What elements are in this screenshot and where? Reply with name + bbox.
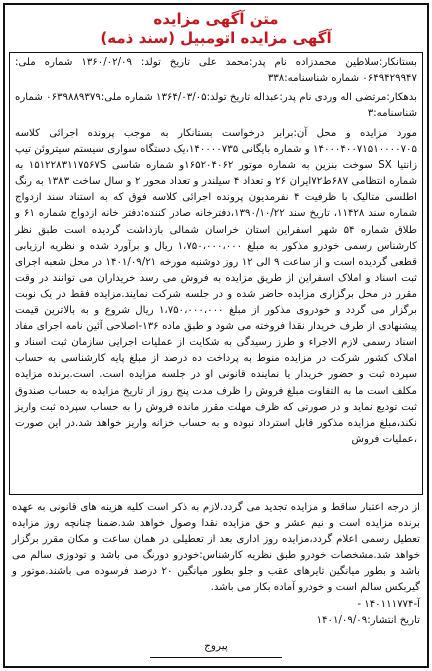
notice-title: متن آگهی مزایده (153, 10, 279, 28)
ticket-number: آ-۱۴۰۱۱۱۷۷۴ - (357, 598, 420, 610)
continuation-section (12, 500, 420, 629)
auction-details (15, 126, 417, 448)
notice-subtitle: آگهی مزایده اتومبیل (سند ذمه) (100, 29, 332, 47)
debtor-line: بدهکار:مرتضی اله وردی نام پدر:عبداله تاریخ تولد:۱۳۶۴/۰۳/۰۵ شماره ملی:۰۶۳۹۸۸۹۳۷۹ شماره شناسنامه:۳ (15, 92, 417, 120)
auction-details-paragraph: مورد مزایده و محل آن:برابر درخواست بستانکار به موجب پرونده اجرائی کلاسه ۱۴۰۰۰۴۰۰۷۱۵۱۰۰۰۰۷۰۵ و شماره بایگانی ۱۴۰۰۰۰۷۳۵،یک دستگاه سواری سیستم سیتروئن تیپ زانتیا SX سوخت بنزین به شماره موتور ۱۶۵۲۰۴۰۶۲و شماره شاسی ۱۵۱۲۲۸۳۱۱۷۵۶۷S به شماره انتظامی ۶۸۷ط۷۲ایران ۲۶ و تعداد ۴ سیلندر و تعداد محور ۲ و سال ساخت ۱۳۸۳ به رنگ اطلسی متالیک با ظرفیت ۴ نفرمدیون پرونده اجرائی کلاسه فوق که به استناد سند ازدواج شماره سند ۱۱۴۲۸، تاریخ سند ۱۳۹۰/۱۰/۲۲،دفترخانه صادر کننده:دفتر خانه ازدواج شماره ۶۱ و طلاق شماره ۵۴ شهر اسفراین استان خراسان شمالی بازداشت گردیده است طبق نظر کارشناس رسمی خودرو مذکور به مبلغ ۱،۷۵۰،۰۰۰،۰۰۰ ریال و برآورد شده و نظریه ارزیابی قطعی گردیده است و از ساعت ۹ الی ۱۲ روز دوشنبه مورخه ۱۴۰۱/۰۹/۲۱ در محل شعبه اجرای ثبت اسناد و املاک اسفراین از طریق مزایده به فروش می رسد خریداران می توانند در وقت مقرر در محل برگزاری مزایده حاضر شده و در جلسه شرکت نمایند.مزایده فقط در یک نوبت برگزار می گردد و خودروی مذکور از مبلغ ۱،۷۵۰،۰۰۰،۰۰۰ ریال شروع و به بالاترین قیمت پیشنهادی از طرف خریدار نقدا فروخته می شود و طبق ماده ۱۳۶-اصلاحی آئین نامه اجرای مفاد اسناد رسمی لازم الاجراء و طرز رسیدگی به شکایت از عملیات اجرایی سازمان ثبت اسناد و املاک کشور شرکت در مزایده منوط به پرداخت ده درصد از مبلغ پایه کارشناسی به حساب سپرده ثبت و حضور خریدار یا نماینده قانونی او در جلسه مزایده است. است.برنده مزایده مکلف است ما به التفاوت مبلغ فروش را ظرف مدت پنج روز از تاریخ مزایده به حساب صندوق ثبت تودیع نماید و در صورتی که ظرف مهلت مقرر مانده فروش را به حساب سپرده ثبت واریز نکند،مبلغ مزایده مذکور قابل استرداد نبوده و به حساب خزانه واریز خواهد شد.در این صورت ،عملیات فروش (15, 128, 418, 445)
seller-line: بستانکار:سلاطین محمدزاده نام پدر:محمد علی تاریخ تولد: ۱۳۶۰/۰۲/۰۹ شماره ملی: ۰۶۴۹۴۲۹۹۴۷ شماره شناسنامه:۳۳۸ (15, 57, 417, 85)
continuation-paragraph: از درجه اعتبار ساقط و مزایده تجدید می گردد.لازم به ذکر است کلیه هزینه های قانونی به عهده برنده مزایده است و نیم عشر و حق مزایده نقدا وصول خواهد شد.ضمنا چنانچه روز مزایده تعطیل رسمی اعلام گردد،مزایده روز اداری بعد از تعطیلی در همان ساعت و مکان مقرر برگزار خواهد شد.مشخصات خودرو طبق نظریه کارشناس:خودرو دورنگ می باشد و تودوزی سالم می باشد و بطور میانگین تایرهای عقب و جلو بطور میانگین ۲۰ درصد فرسوده می باشند.موتور و گیربکس سالم است و خودرو آماده بکار می باشد. (12, 502, 420, 594)
debtor-info (15, 90, 417, 122)
seller-info (15, 55, 417, 87)
signature-line (150, 657, 282, 658)
publish-date: تاریخ انتشار:۱۴۰۱/۰۹/۰۹ (316, 614, 420, 626)
office-name: پیروج (204, 640, 228, 652)
